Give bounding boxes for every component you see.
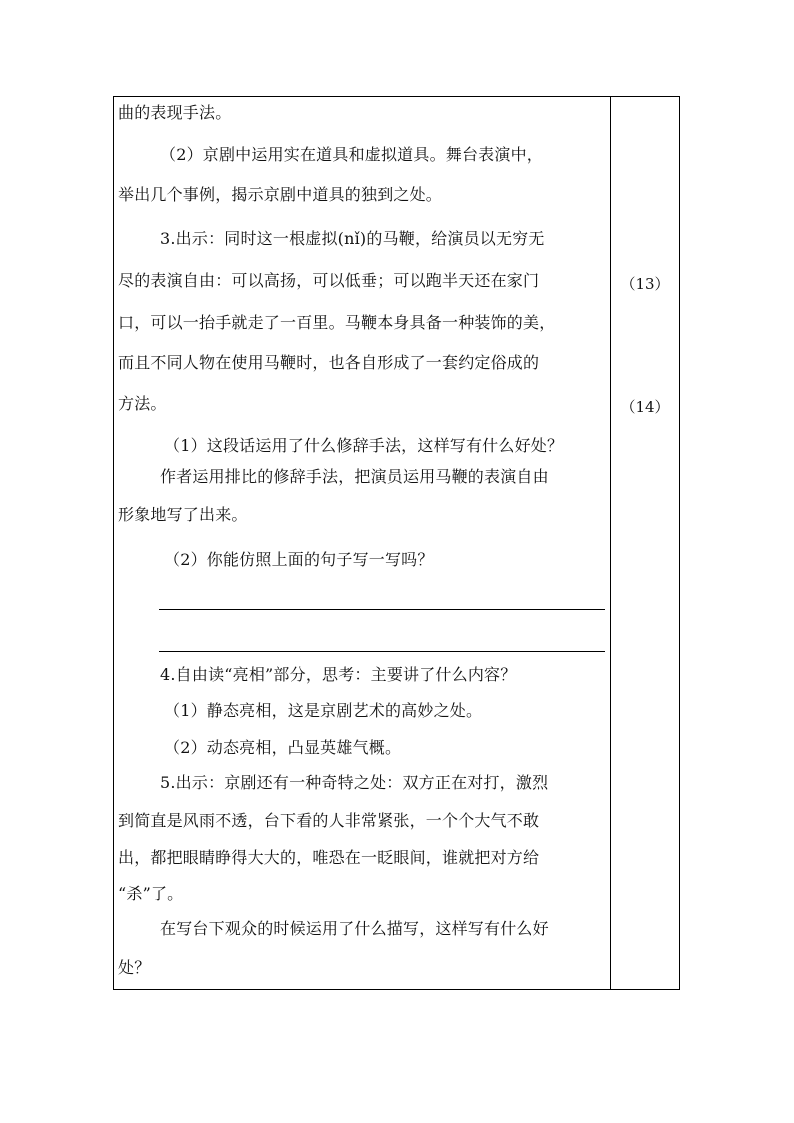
text-line: 3.出示：同时这一根虚拟(nǐ)的马鞭，给演员以无穷无 <box>160 229 545 248</box>
text-line: 4.自由读“亮相”部分，思考：主要讲了什么内容？ <box>160 665 517 684</box>
text-line: “杀”了。 <box>118 884 184 903</box>
text-line: 5.出示：京剧还有一种奇特之处：双方正在对打，激烈 <box>160 773 549 792</box>
text-line: （2）京剧中运用实在道具和虚拟道具。舞台表演中， <box>160 145 543 164</box>
text-line: 方法。 <box>118 394 167 413</box>
writing-blank-line <box>159 651 605 652</box>
margin-note-14: （14） <box>620 398 670 416</box>
text-line: （2）你能仿照上面的句子写一写吗？ <box>164 550 434 569</box>
text-line: （2）动态亮相，凸显英雄气概。 <box>164 738 402 757</box>
text-line: 尽的表演自由：可以高扬，可以低垂；可以跑半天还在家门 <box>118 271 540 290</box>
text-line: 到简直是风雨不透，台下看的人非常紧张，一个个大气不敢 <box>118 811 540 830</box>
text-line: 曲的表现手法。 <box>118 103 232 122</box>
text-line: 处？ <box>118 958 151 977</box>
text-line: 口，可以一抬手就走了一百里。马鞭本身具备一种装饰的美， <box>118 313 556 332</box>
text-line: 出，都把眼睛睁得大大的，唯恐在一眨眼间，谁就把对方给 <box>118 848 540 867</box>
text-line: （1）这段话运用了什么修辞手法，这样写有什么好处？ <box>164 436 564 455</box>
answer-line: 形象地写了出来。 <box>118 505 248 524</box>
text-line: （1）静态亮相，这是京剧艺术的高妙之处。 <box>164 701 483 720</box>
answer-line: 作者运用排比的修辞手法，把演员运用马鞭的表演自由 <box>160 467 549 486</box>
text-line: 在写台下观众的时候运用了什么描写，这样写有什么好 <box>160 919 549 938</box>
writing-blank-line <box>159 609 605 610</box>
text-line: 举出几个事例，揭示京剧中道具的独到之处。 <box>118 185 443 204</box>
margin-note-13: （13） <box>620 275 670 293</box>
text-line: 而且不同人物在使用马鞭时，也各自形成了一套约定俗成的 <box>118 353 540 372</box>
